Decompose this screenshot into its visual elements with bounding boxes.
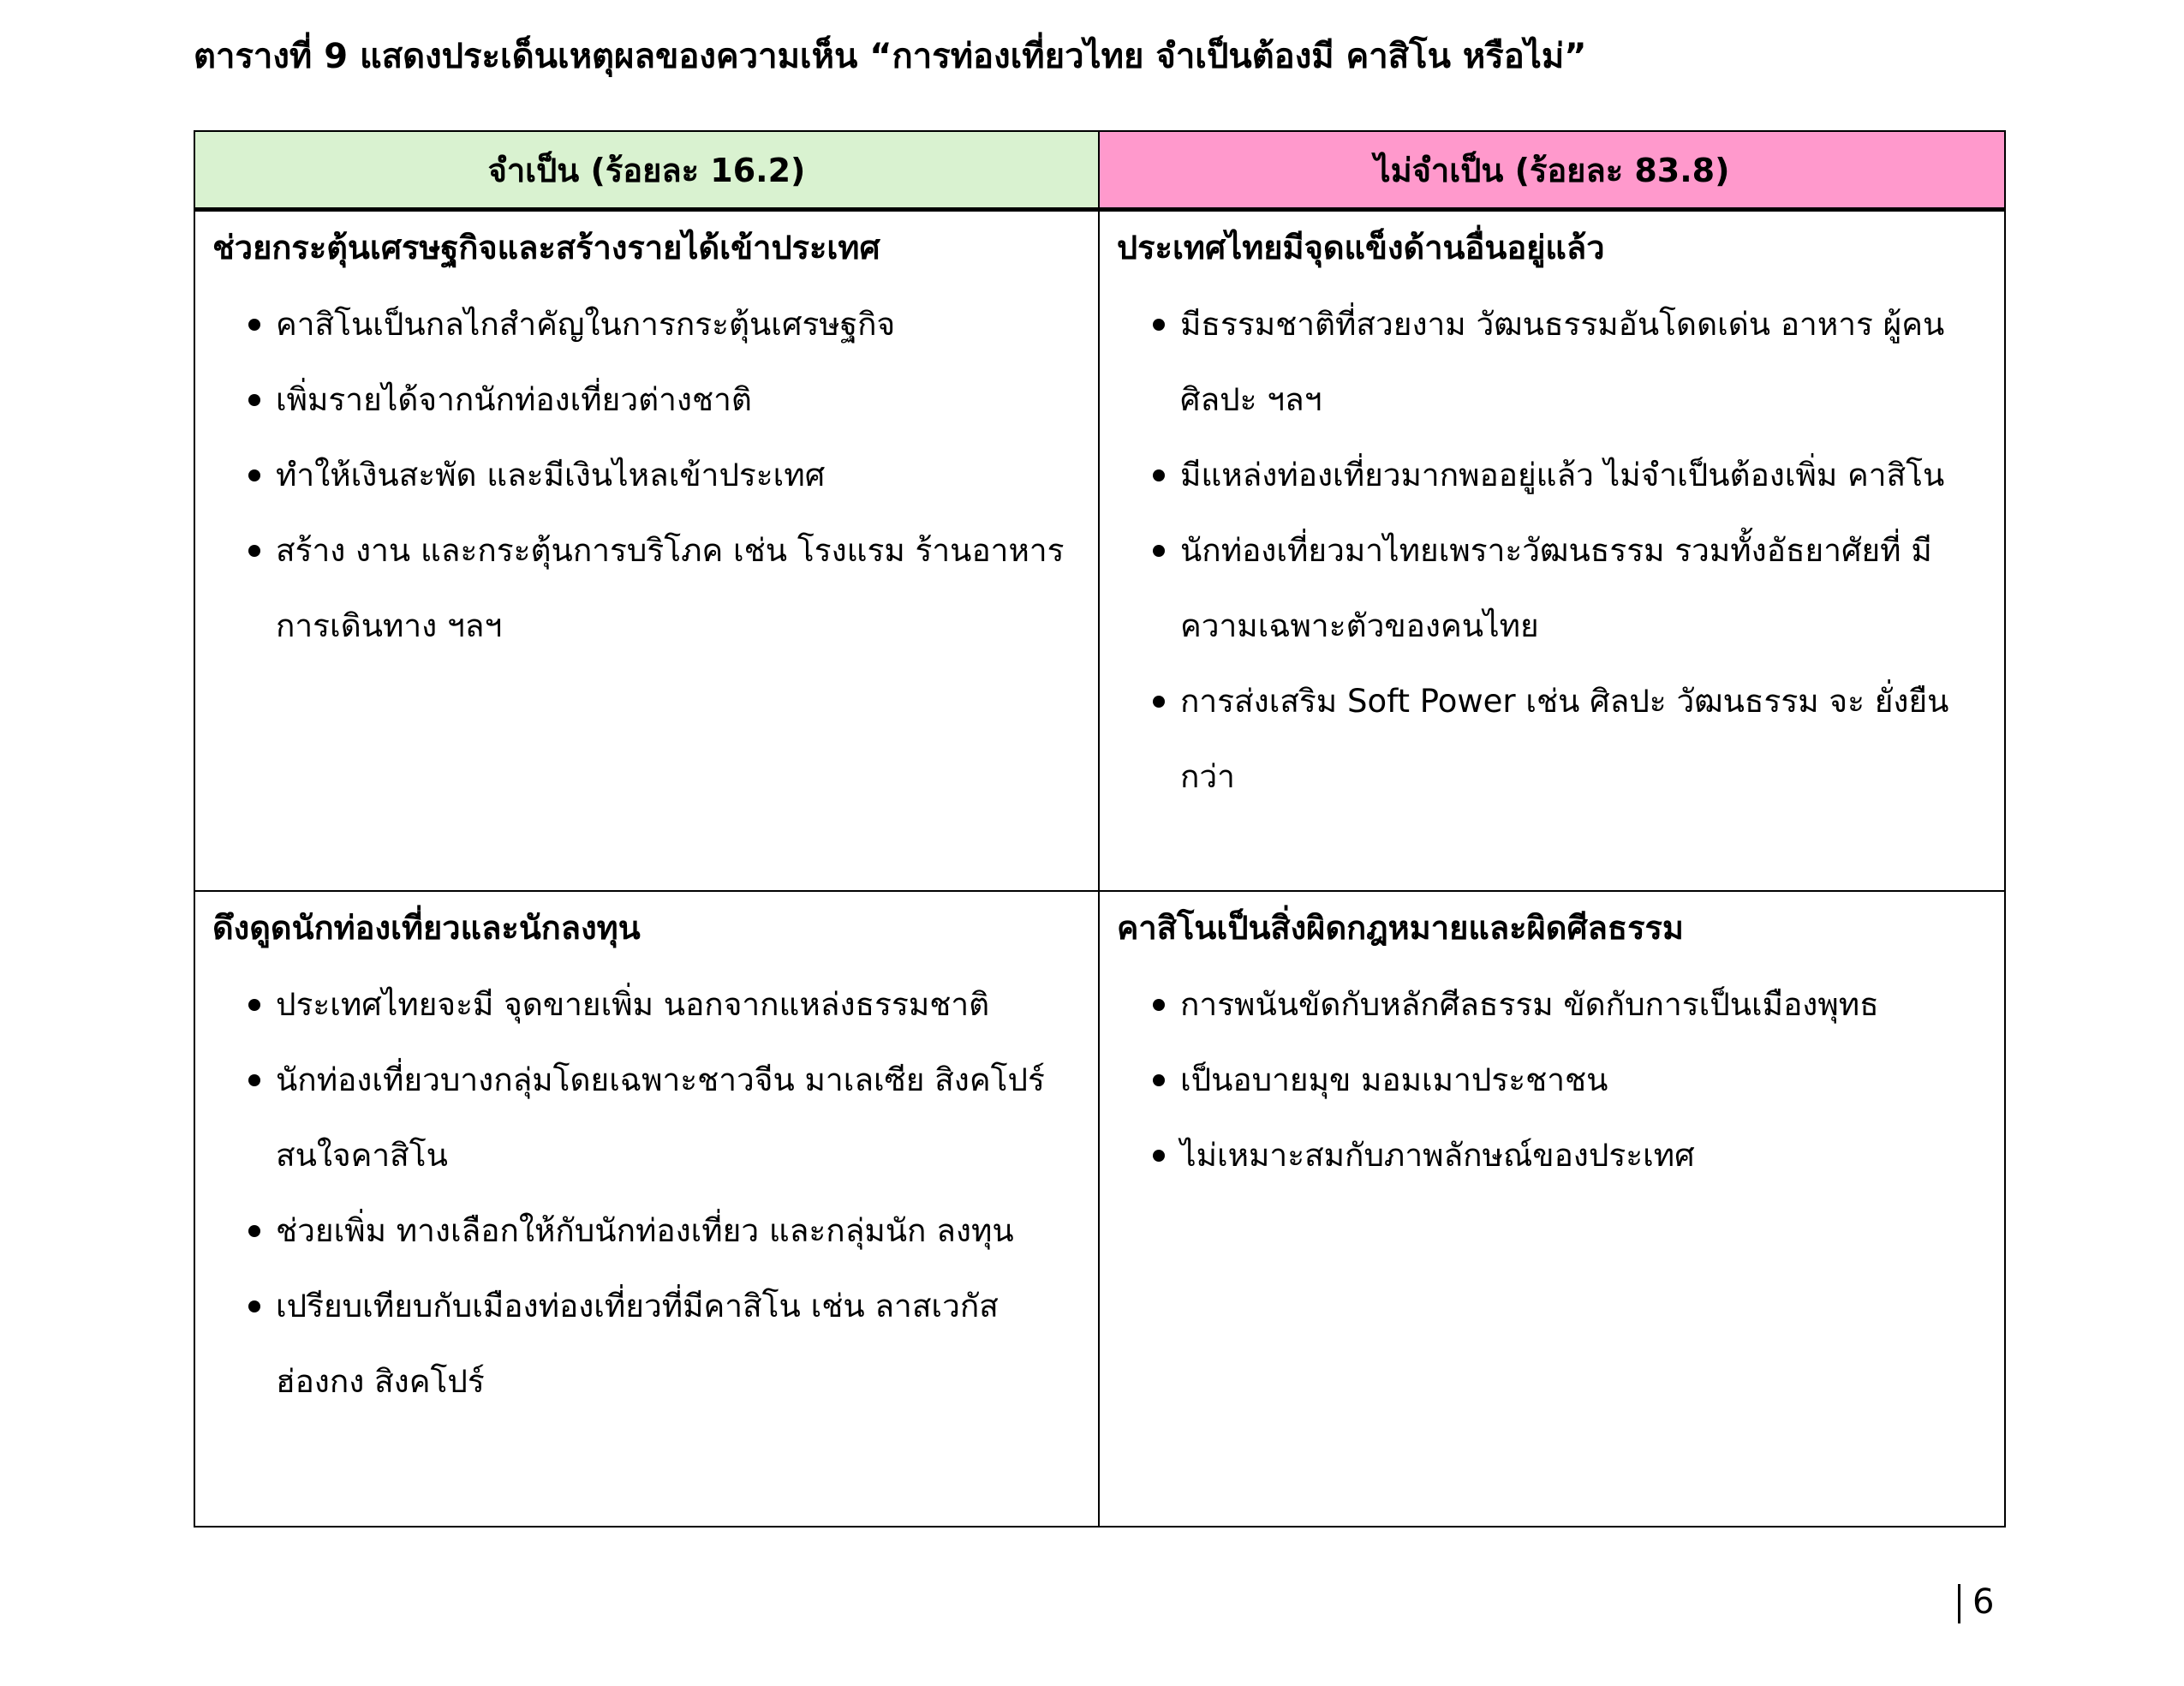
- bullet-icon: [248, 1225, 260, 1237]
- list-item: [1117, 287, 1987, 438]
- cell-heading: ประเทศไทยมีจุดแข็งด้านอื่นอยู่แล้ว: [1117, 229, 1605, 266]
- cell-heading: คาสิโนเป็นสิ่งผิดกฎหมายและผิดศีลธรรม: [1117, 909, 1684, 947]
- bullet-icon: [248, 999, 260, 1011]
- list-item-text: ประเทศไทยจะมี จุดขายเพิ่ม นอกจากแหล่งธรรมชาติ: [276, 986, 990, 1023]
- cell-illegal-immoral: [1099, 891, 2005, 1527]
- bullet-icon: [248, 545, 260, 557]
- list-item: [1117, 438, 1987, 513]
- list-item-text: ทำให้เงินสะพัด และมีเงินไหลเข้าประเทศ: [276, 457, 826, 493]
- list-item: [212, 513, 1081, 664]
- cell-heading: ช่วยกระตุ้นเศรษฐกิจและสร้างรายได้เข้าประเทศ: [212, 229, 880, 266]
- bullet-icon: [1153, 696, 1165, 708]
- bullet-list: [1117, 287, 1987, 815]
- page-number-text: 6: [1972, 1582, 1995, 1622]
- list-item-text: เพิ่มรายได้จากนักท่องเที่ยวต่างชาติ: [276, 381, 752, 418]
- bullet-icon: [1153, 999, 1165, 1011]
- bullet-icon: [248, 469, 260, 481]
- cell-attract-tourists: [194, 891, 1099, 1527]
- list-item-text: เปรียบเทียบกับเมืองท่องเที่ยวที่มีคาสิโน เช่น ลาสเวกัส ฮ่องกง สิงคโปร์: [276, 1288, 999, 1400]
- list-item: [1117, 1118, 1987, 1193]
- page-number: [1958, 1576, 1994, 1628]
- header-not-necessary: ไม่จำเป็น (ร้อยละ 83.8): [1099, 131, 2005, 210]
- bullet-icon: [248, 394, 260, 406]
- list-item-text: มีแหล่งท่องเที่ยวมากพออยู่แล้ว ไม่จำเป็นต้องเพิ่ม คาสิโน: [1180, 457, 1945, 493]
- bullet-icon: [1153, 1150, 1165, 1162]
- list-item: [212, 362, 1081, 438]
- list-item-text: การพนันขัดกับหลักศีลธรรม ขัดกับการเป็นเมืองพุทธ: [1180, 986, 1879, 1023]
- table-caption: ตารางที่ 9 แสดงประเด็นเหตุผลของความเห็น “การท่องเที่ยวไทย จำเป็นต้องมี คาสิโน หรือไม่”: [194, 37, 1587, 76]
- list-item: [212, 1193, 1081, 1269]
- list-item: [212, 287, 1081, 362]
- cell-heading: ดึงดูดนักท่องเที่ยวและนักลงทุน: [212, 909, 641, 947]
- bullet-icon: [248, 1074, 260, 1086]
- bullet-icon: [1153, 319, 1165, 331]
- cell-other-strengths: [1099, 210, 2005, 892]
- bullet-list: [212, 287, 1081, 664]
- list-item-text: เป็นอบายมุข มอมเมาประชาชน: [1180, 1061, 1608, 1098]
- list-item-text: สร้าง งาน และกระตุ้นการบริโภค เช่น โรงแรม ร้านอาหาร การเดินทาง ฯลฯ: [276, 532, 1065, 644]
- list-item: [1117, 967, 1987, 1043]
- table-row: [194, 891, 2005, 1527]
- list-item-text: การส่งเสริม Soft Power เช่น ศิลปะ วัฒนธรรม จะ ยั่งยืนกว่า: [1180, 683, 1949, 795]
- bullet-icon: [1153, 469, 1165, 481]
- list-item-text: นักท่องเที่ยวมาไทยเพราะวัฒนธรรม รวมทั้งอัธยาศัยที่ มีความเฉพาะตัวของคนไทย: [1180, 532, 1932, 644]
- list-item: [1117, 513, 1987, 664]
- table-row: [194, 210, 2005, 892]
- bullet-icon: [1153, 545, 1165, 557]
- list-item: [212, 1043, 1081, 1193]
- list-item-text: ไม่เหมาะสมกับภาพลักษณ์ของประเทศ: [1180, 1137, 1695, 1174]
- list-item: [212, 1269, 1081, 1420]
- list-item: [212, 438, 1081, 513]
- bullet-icon: [248, 1300, 260, 1312]
- list-item-text: นักท่องเที่ยวบางกลุ่มโดยเฉพาะชาวจีน มาเลเซีย สิงคโปร์ สนใจคาสิโน: [276, 1061, 1045, 1174]
- list-item-text: คาสิโนเป็นกลไกสำคัญในการกระตุ้นเศรษฐกิจ: [276, 306, 896, 343]
- list-item: [1117, 664, 1987, 815]
- bullet-list: [212, 967, 1081, 1420]
- opinion-reasons-table: [194, 130, 2006, 1528]
- cell-economy: [194, 210, 1099, 892]
- bullet-list: [1117, 967, 1987, 1193]
- page-number-divider: [1958, 1584, 1960, 1623]
- bullet-icon: [1153, 1074, 1165, 1086]
- list-item-text: มีธรรมชาติที่สวยงาม วัฒนธรรมอันโดดเด่น อาหาร ผู้คน ศิลปะ ฯลฯ: [1180, 306, 1945, 418]
- list-item: [1117, 1043, 1987, 1118]
- list-item: [212, 967, 1081, 1043]
- bullet-icon: [248, 319, 260, 331]
- header-necessary: จำเป็น (ร้อยละ 16.2): [194, 131, 1099, 210]
- list-item-text: ช่วยเพิ่ม ทางเลือกให้กับนักท่องเที่ยว และกลุ่มนัก ลงทุน: [276, 1212, 1014, 1249]
- table-header-row: [194, 131, 2005, 210]
